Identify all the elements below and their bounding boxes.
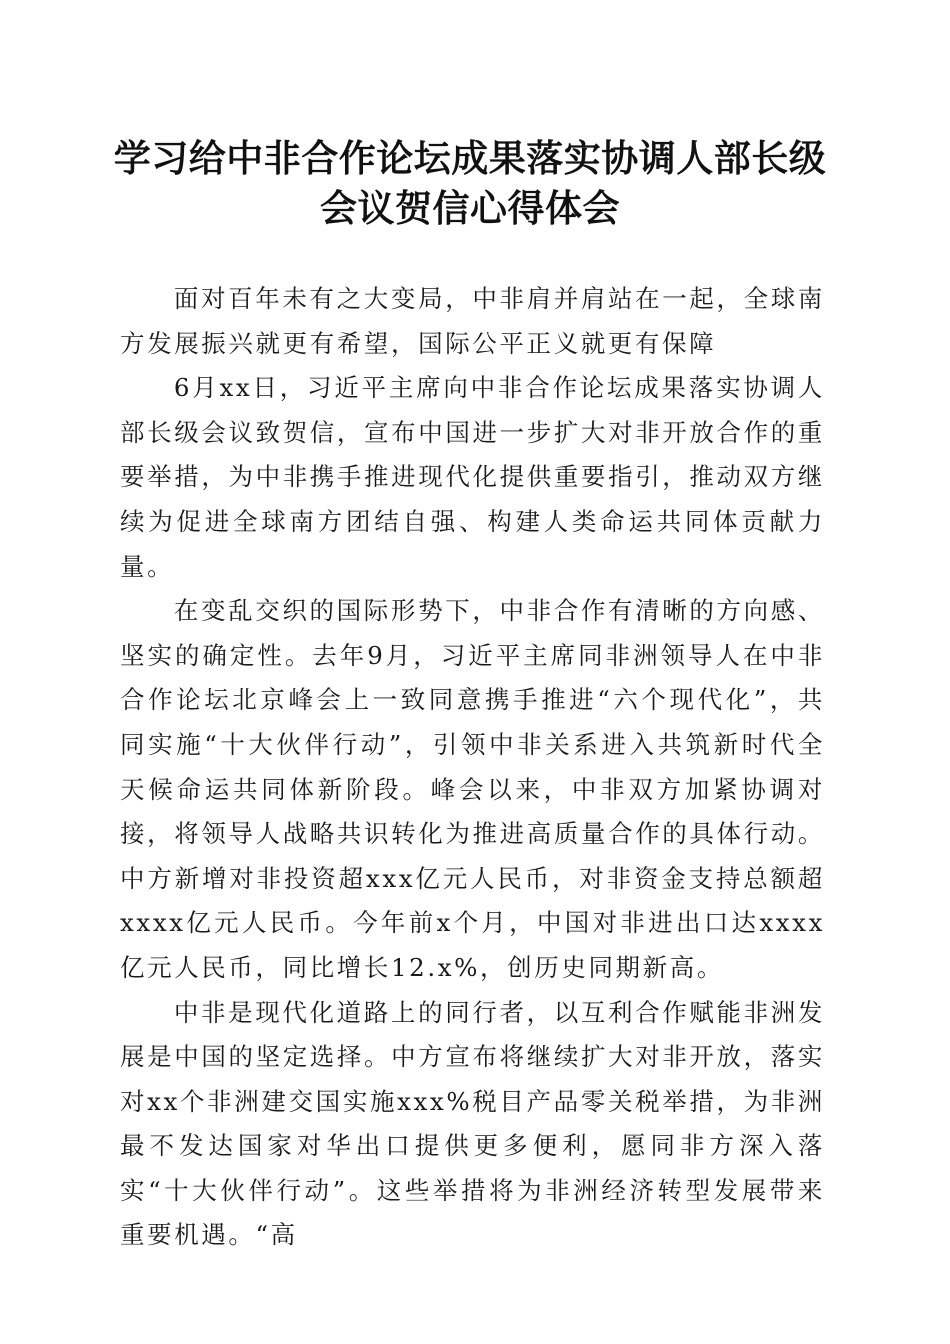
document-body (120, 277, 825, 1258)
paragraph-1: 面对百年未有之大变局，中非肩并肩站在一起，全球南方发展振兴就更有希望，国际公平正义就更有保障 (120, 284, 825, 358)
document-title: 学习给中非合作论坛成果落实协调人部长级会议贺信心得体会 (113, 136, 827, 230)
paragraph-3: 在变乱交织的国际形势下，中非合作有清晰的方向感、坚实的确定性。去年9月，习近平主席同非洲领导人在中非合作论坛北京峰会上一致同意携手推进“六个现代化”，共同实施“十大伙伴行动”，引领中非关系进入共筑新时代全天候命运共同体新阶段。峰会以来，中非双方加紧协调对接，将领导人战略共识转化为推进高质量合作的具体行动。中方新增对非投资超xxx亿元人民币，对非资金支持总额超xxxx亿元人民币。今年前x个月，中国对非进出口达xxxx亿元人民币，同比增长12.x%，创历史同期新高。 (120, 596, 825, 982)
paragraph-4: 中非是现代化道路上的同行者，以互利合作赋能非洲发展是中国的坚定选择。中方宣布将继续扩大对非开放，落实对xx个非洲建交国实施xxx%税目产品零关税举措，为非洲最不发达国家对华出口提供更多便利，愿同非方深入落实“十大伙伴行动”。这些举措将为非洲经济转型发展带来重要机遇。“高 (120, 997, 825, 1250)
paragraph-2: 6月xx日，习近平主席向中非合作论坛成果落实协调人部长级会议致贺信，宣布中国进一步扩大对非开放合作的重要举措，为中非携手推进现代化提供重要指引，推动双方继续为促进全球南方团结自强、构建人类命运共同体贡献力量。 (120, 373, 825, 581)
